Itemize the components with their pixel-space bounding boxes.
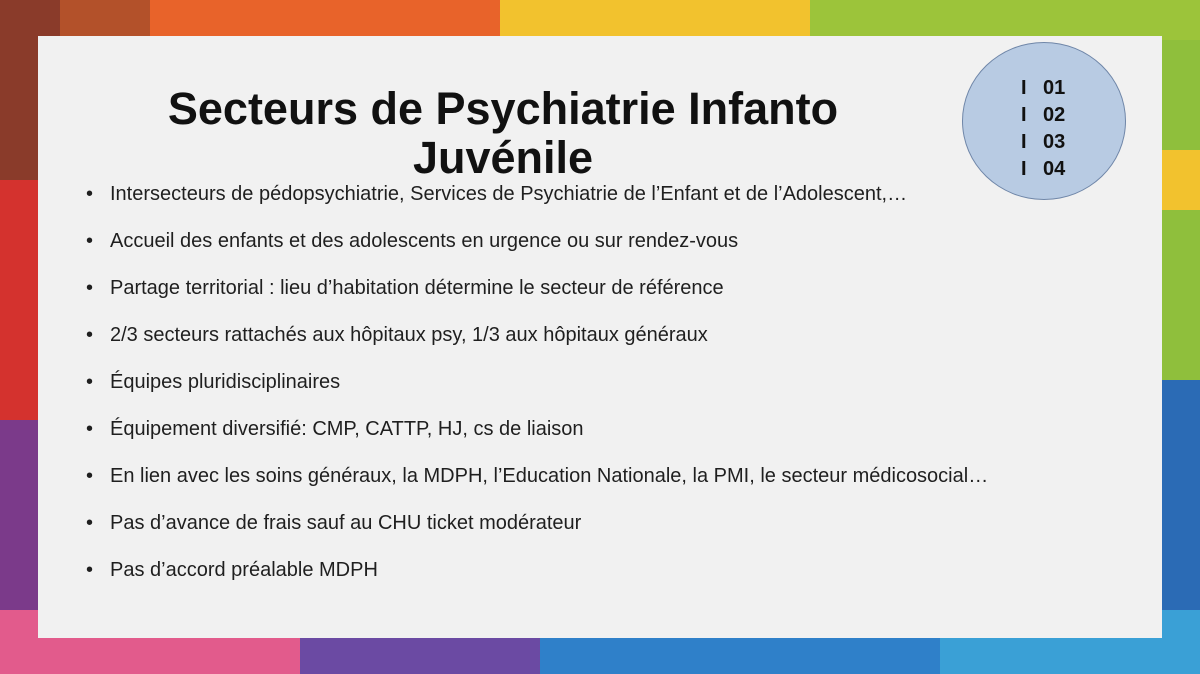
bullet-item (86, 558, 988, 605)
badge-marker: I (1021, 158, 1027, 180)
badge-marker: I (1021, 77, 1027, 99)
badge-code: 01 (1043, 77, 1066, 99)
bullet-list (86, 182, 988, 605)
bullet-text: Partage territorial : lieu d’habitation détermine le secteur de référence (110, 277, 724, 299)
bullet-text: Pas d’accord préalable MDPH (110, 559, 378, 581)
bullet-item (86, 417, 988, 464)
bullet-icon: • (86, 559, 94, 581)
bullet-item (86, 370, 988, 417)
bullet-text: En lien avec les soins généraux, la MDPH, l’Education Nationale, la PMI, le secteur médicosocial… (110, 465, 989, 487)
bullet-icon: • (86, 371, 94, 393)
bullet-icon: • (86, 230, 94, 252)
bullet-icon: • (86, 183, 94, 205)
bullet-text: Équipement diversifié: CMP, CATTP, HJ, cs de liaison (110, 418, 584, 440)
content-panel (38, 36, 1162, 638)
title-line-2: Juvénile (412, 132, 594, 184)
badge-marker: I (1021, 104, 1027, 126)
bullet-text: Pas d’avance de frais sauf au CHU ticket modérateur (110, 512, 582, 534)
bullet-item (86, 511, 988, 558)
bullet-item (86, 276, 988, 323)
bullet-icon: • (86, 324, 94, 346)
bullet-text: Équipes pluridisciplinaires (110, 371, 341, 393)
badge-marker: I (1021, 131, 1027, 153)
badge-code: 04 (1043, 158, 1066, 180)
section-badge (962, 42, 1126, 200)
background-paint (60, 0, 160, 40)
bullet-text: Accueil des enfants et des adolescents en urgence ou sur rendez-vous (110, 230, 739, 252)
bullet-text: 2/3 secteurs rattachés aux hôpitaux psy, 1/3 aux hôpitaux généraux (110, 324, 708, 346)
badge-code: 03 (1043, 131, 1066, 153)
bullet-icon: • (86, 512, 94, 534)
bullet-item (86, 323, 988, 370)
bullet-icon: • (86, 277, 94, 299)
badge-item (1021, 156, 1065, 183)
title-line-1: Secteurs de Psychiatrie Infanto (167, 83, 839, 135)
bullet-item (86, 229, 988, 276)
bullet-icon: • (86, 465, 94, 487)
badge-list (1021, 75, 1065, 183)
badge-item (1021, 75, 1065, 102)
bullet-item (86, 464, 988, 511)
bullet-item (86, 182, 988, 229)
slide-title (138, 84, 868, 182)
badge-item (1021, 102, 1065, 129)
badge-code: 02 (1043, 104, 1066, 126)
badge-item (1021, 129, 1065, 156)
bullet-icon: • (86, 418, 94, 440)
bullet-text: Intersecteurs de pédopsychiatrie, Services de Psychiatrie de l’Enfant et de l’Adolescent,… (110, 183, 908, 205)
